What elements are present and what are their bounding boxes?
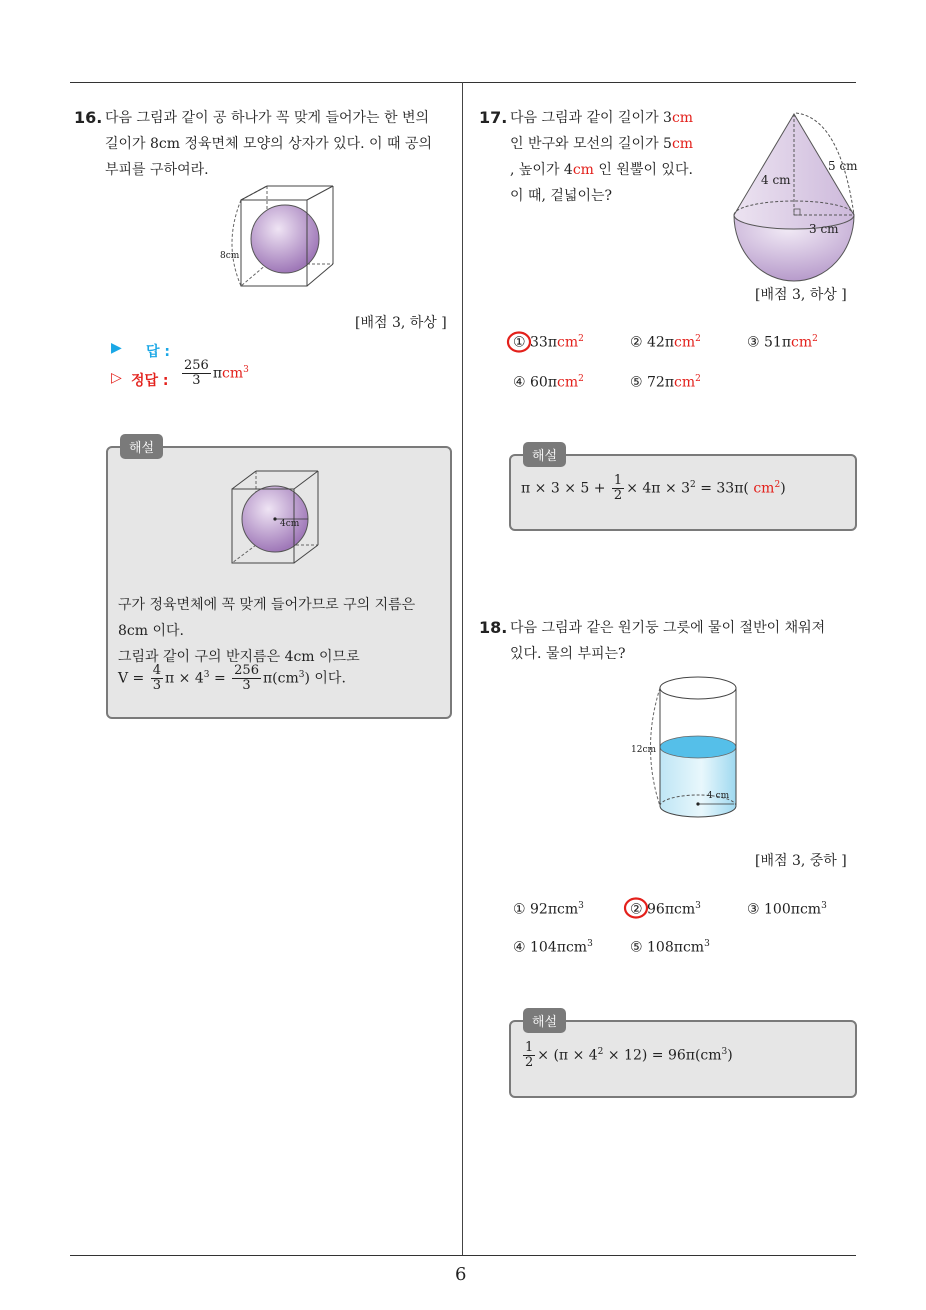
q18-choice-3-mark: ③	[747, 901, 760, 918]
q18-fig-height: 12cm	[631, 745, 657, 755]
q17-choice-4-unit: cm	[557, 374, 579, 391]
q16-solution-tag: 해설	[120, 434, 163, 459]
q17-fig-height: 4 cm	[761, 173, 791, 187]
q16-sol-frac1-num: 4	[152, 663, 162, 678]
q17-choice-1-value: 33π	[530, 334, 558, 351]
q18-choice-5-mark: ⑤	[630, 939, 643, 956]
q16-sol-line2: 8cm 이다.	[118, 623, 184, 639]
q18-sol-part-c: )	[727, 1047, 733, 1064]
q17-choice-4-exp: 2	[578, 374, 584, 384]
q17-sol-frac	[612, 474, 624, 503]
q16-score: [배점 3, 하상 ]	[355, 315, 447, 331]
q16-sol-frac1	[151, 664, 163, 693]
q16-correct-unit: cm	[222, 365, 244, 382]
q18-choice-5-value: 108πcm	[647, 939, 705, 956]
q18-sol-part-b-exp: 3	[721, 1046, 728, 1057]
q17-choice-1-unit: cm	[557, 334, 579, 351]
q18-choice-1-mark: ①	[513, 901, 526, 918]
q17-fig-slant: 5 cm	[828, 159, 858, 173]
q16-sol-line3: 그림과 같이 구의 반지름은 4cm 이므로	[118, 649, 360, 665]
q17-choice-5[interactable]	[630, 374, 701, 391]
q18-line2: 있다. 물의 부피는?	[510, 646, 626, 662]
q16-sol-line1: 구가 정육면체에 꼭 맞게 들어가므로 구의 지름은	[118, 597, 416, 613]
q17-line3-text: , 높이가 4	[510, 162, 573, 178]
q17-line2-text: 인 반구와 모선의 길이가 5	[510, 136, 672, 152]
q16-correct-label: 정답 :	[131, 373, 169, 389]
q16-sol-mid: π × 4	[165, 670, 204, 687]
q17-sol-part-c: = 33π(	[695, 480, 749, 497]
q18-choice-3-value: 100πcm	[764, 901, 822, 918]
q16-solution-text	[118, 592, 448, 670]
q18-choice-2-exp: 3	[695, 901, 701, 911]
q18-sol-frac-den: 2	[525, 1055, 534, 1070]
q16-sol-mid-exp: 3	[203, 669, 210, 680]
q18-score: [배점 3, 중하 ]	[755, 853, 847, 869]
q16-solution-figure	[228, 467, 322, 567]
q18-line1: 다음 그림과 같은 원기둥 그릇에 물이 절반이 채워져	[510, 620, 826, 636]
q18-choice-3-exp: 3	[821, 901, 827, 911]
q17-line1	[510, 105, 720, 131]
q16-correct-exp: 3	[243, 364, 249, 375]
q16-answer-label: 답 :	[146, 344, 170, 360]
q18-choice-2-mark: ②	[630, 901, 643, 918]
q18-sol-frac-num: 1	[525, 1040, 534, 1055]
q17-line3-tail: 인 원뿔이 있다.	[593, 162, 693, 178]
q18-answer-circle-mark	[623, 896, 649, 920]
q17-line2-unit: cm	[671, 136, 694, 152]
q17-line4: 이 때, 겉넓이는?	[510, 188, 613, 204]
q17-choice-5-exp: 2	[695, 374, 701, 384]
q17-sol-part-b: × 4π × 3	[626, 480, 691, 497]
q17-line2	[510, 131, 720, 157]
q17-choice-5-value: 72π	[647, 374, 675, 391]
q18-sol-frac	[523, 1041, 535, 1070]
q18-choice-1-exp: 3	[578, 901, 584, 911]
q16-sol-end-exp: 3	[298, 669, 305, 680]
q18-choice-4-value: 104πcm	[530, 939, 588, 956]
top-rule	[70, 82, 856, 83]
q16-line1: 다음 그림과 같이 공 하나가 꼭 맞게 들어가는 한 변의	[105, 110, 430, 126]
q17-answer-circle-mark	[506, 330, 532, 354]
q17-fig-radius: 3 cm	[809, 222, 839, 236]
q16-sol-frac2-num: 256	[234, 663, 259, 678]
q16-sol-end: π(cm	[262, 670, 299, 687]
q16-number: 16.	[74, 108, 103, 127]
q16-figure-label: 8cm	[220, 251, 240, 261]
bottom-rule	[70, 1255, 856, 1256]
q18-choice-4-mark: ④	[513, 939, 526, 956]
q17-line3	[510, 157, 720, 183]
q16-sol-frac1-den: 3	[152, 678, 162, 693]
q16-cube-sphere-figure	[215, 182, 340, 290]
q17-choice-2-exp: 2	[695, 334, 701, 344]
q16-correct-num: 256	[184, 358, 209, 373]
q17-sol-unit-exp: 2	[774, 479, 781, 490]
q16-solution-fig-label: 4cm	[280, 519, 300, 529]
q16-sol-frac2	[232, 664, 261, 693]
q17-score: [배점 3, 하상 ]	[755, 287, 847, 303]
q17-choice-2-unit: cm	[674, 334, 696, 351]
q17-choice-3-unit: cm	[791, 334, 813, 351]
q16-correct-pi: π	[212, 365, 223, 382]
q18-number: 18.	[479, 618, 508, 637]
q16-sol-frac2-den: 3	[242, 678, 251, 693]
page-number: 6	[455, 1264, 467, 1285]
q17-choice-5-unit: cm	[674, 374, 696, 391]
q17-sol-frac-den: 2	[613, 488, 623, 503]
q17-number: 17.	[479, 108, 508, 127]
q17-solution-tag: 해설	[523, 442, 566, 467]
q18-sol-formula	[521, 1041, 733, 1070]
q16-correct-marker: ▷	[111, 370, 122, 386]
q18-sol-part-a: × (π × 4	[537, 1047, 598, 1064]
q17-line1-text: 다음 그림과 같이 길이가 3	[510, 110, 672, 126]
q16-line3: 부피를 구하여라.	[105, 162, 209, 178]
q17-choice-2[interactable]	[630, 334, 701, 351]
q17-cone-hemisphere-figure	[728, 108, 860, 288]
q16-sol-v: V =	[118, 670, 145, 687]
q17-choice-4-value: 60π	[530, 374, 558, 391]
q16-sol-tail: ) 이다.	[304, 670, 346, 687]
q18-choice-4-exp: 3	[587, 939, 593, 949]
q17-choice-3-value: 51π	[764, 334, 792, 351]
q18-choice-4[interactable]	[513, 939, 593, 956]
q16-correct-den: 3	[192, 373, 201, 388]
q17-choice-3[interactable]	[747, 334, 818, 351]
q17-choice-4-mark: ④	[513, 374, 526, 391]
q17-sol-part-d: )	[780, 480, 786, 497]
q18-sol-part-b: × 12) = 96π(cm	[603, 1047, 722, 1064]
q17-choice-4[interactable]	[513, 374, 584, 391]
q17-choice-1-exp: 2	[578, 334, 584, 344]
q17-sol-formula	[521, 474, 786, 503]
q17-sol-part-b-exp: 2	[690, 479, 696, 490]
q17-text	[510, 105, 720, 209]
q16-sol-formula	[118, 664, 346, 693]
q18-text	[510, 615, 860, 667]
q16-correct-answer	[180, 359, 249, 388]
q17-choice-2-value: 42π	[647, 334, 675, 351]
q16-line2: 길이가 8cm 정육면체 모양의 상자가 있다. 이 때 공의	[105, 136, 433, 152]
q16-answer-marker: ▶	[111, 340, 122, 356]
q17-sol-frac-num: 1	[613, 473, 623, 488]
q18-cylinder-figure	[643, 676, 743, 826]
q17-line1-unit: cm	[671, 110, 694, 126]
q18-choice-5-exp: 3	[704, 939, 710, 949]
q17-sol-part-a: π × 3 × 5 +	[521, 480, 606, 497]
q18-sol-part-a-exp: 2	[597, 1046, 604, 1057]
q18-choice-1[interactable]	[513, 901, 584, 918]
q17-choice-3-exp: 2	[812, 334, 818, 344]
q17-choice-5-mark: ⑤	[630, 374, 643, 391]
q18-choice-5[interactable]	[630, 939, 710, 956]
q16-text	[105, 105, 455, 183]
q18-fig-radius: 4 cm	[707, 791, 730, 801]
q16-sol-eq: =	[209, 670, 226, 687]
q17-sol-unit: cm	[748, 480, 775, 497]
q18-choice-3[interactable]	[747, 901, 827, 918]
q17-choice-1-mark: ①	[513, 334, 526, 351]
q18-choice-1-value: 92πcm	[530, 901, 579, 918]
q17-choice-3-mark: ③	[747, 334, 760, 351]
q17-line3-unit: cm	[572, 162, 594, 178]
q18-solution-tag: 해설	[523, 1008, 566, 1033]
column-divider	[462, 82, 463, 1256]
q18-choice-2-value: 96πcm	[647, 901, 696, 918]
q17-choice-2-mark: ②	[630, 334, 643, 351]
q16-correct-fraction	[182, 359, 211, 388]
